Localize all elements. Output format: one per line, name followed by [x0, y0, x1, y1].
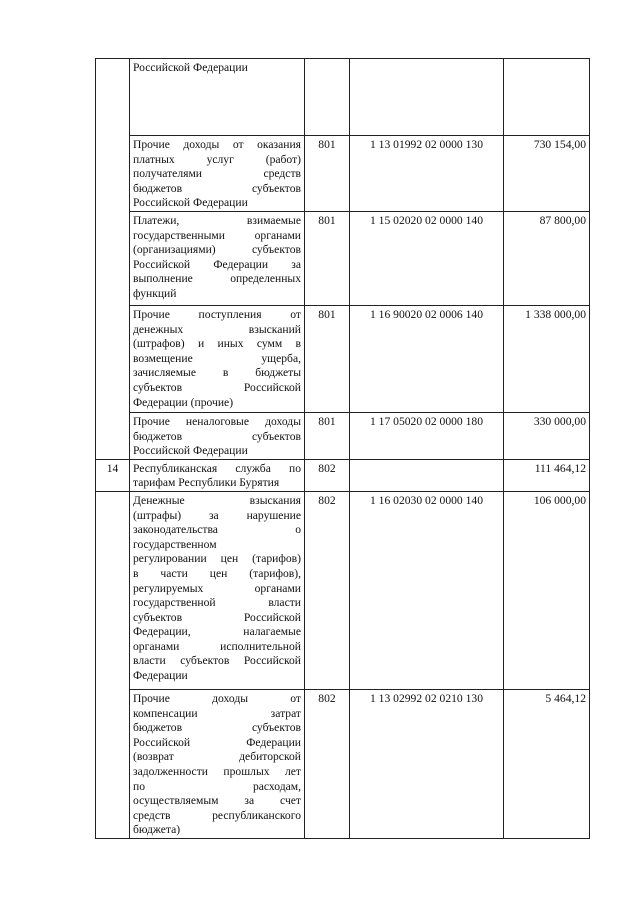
revenue-name-line: по расходам,: [133, 779, 301, 793]
revenue-classification-code-cell: 1 16 90020 02 0006 140: [350, 305, 504, 412]
revenue-name-line: регулируемых органами: [133, 581, 301, 595]
revenue-name-line: функций: [133, 286, 177, 300]
revenue-name-cell: [130, 459, 305, 491]
table-row: [96, 59, 590, 136]
amount-cell: [504, 59, 590, 136]
revenue-name-line: возмещение ущерба,: [133, 351, 301, 365]
revenue-name-cell: [130, 412, 305, 459]
revenue-name-line: выполнение определенных: [133, 272, 301, 286]
amount-cell: 111 464,12: [504, 459, 590, 491]
budget-revenue-table: [95, 58, 590, 839]
row-number-cell: [96, 689, 130, 838]
table-row: [96, 459, 590, 491]
revenue-name-line: государственном: [133, 537, 217, 551]
amount-cell: 1 338 000,00: [504, 305, 590, 412]
administrator-code-cell: [305, 59, 350, 136]
row-number-cell: [96, 412, 130, 459]
revenue-name-line: субъектов Российской: [133, 380, 301, 394]
revenue-name-line: Российской Федерации за: [133, 257, 301, 271]
revenue-name-line: Российской Федерации: [133, 444, 248, 458]
revenue-classification-code-cell: 1 13 01992 02 0000 130: [350, 136, 504, 212]
revenue-name-line: Прочие поступления от: [133, 307, 301, 321]
revenue-name-line: Прочие доходы от оказания: [133, 138, 301, 151]
revenue-name-cell: [130, 689, 305, 838]
row-number-cell: [96, 136, 130, 212]
revenue-name-line: Федерации: [133, 669, 188, 683]
table-row: [96, 136, 590, 212]
amount-cell: 730 154,00: [504, 136, 590, 212]
revenue-classification-code-cell: 1 15 02020 02 0000 140: [350, 211, 504, 305]
revenue-name-line: бюджетов субъектов: [133, 181, 301, 195]
revenue-name-line: Федерации, налагаемые: [133, 625, 301, 639]
revenue-name-line: осуществляемым за счет: [133, 794, 301, 808]
revenue-name-line: Прочие неналоговые доходы: [133, 414, 301, 428]
administrator-code-cell: 801: [305, 211, 350, 305]
administrator-code-cell: 801: [305, 412, 350, 459]
administrator-code-cell: 801: [305, 305, 350, 412]
amount-cell: 5 464,12: [504, 689, 590, 838]
amount-cell: 330 000,00: [504, 412, 590, 459]
table-row: [96, 491, 590, 689]
revenue-classification-code-cell: [350, 459, 504, 491]
revenue-name-line: бюджета): [133, 823, 181, 837]
revenue-name-line: субъектов Российской: [133, 610, 301, 624]
table-row: [96, 305, 590, 412]
revenue-name-line: Денежные взыскания: [133, 493, 301, 507]
revenue-name-line: зачисляемые в бюджеты: [133, 366, 301, 380]
revenue-name-line: органами исполнительной: [133, 639, 301, 653]
administrator-code-cell: 802: [305, 689, 350, 838]
revenue-name-cell: [130, 136, 305, 212]
table-row: [96, 211, 590, 305]
revenue-classification-code-cell: 1 16 02030 02 0000 140: [350, 491, 504, 689]
revenue-name-line: власти субъектов Российской: [133, 654, 301, 668]
administrator-code-cell: 801: [305, 136, 350, 212]
revenue-name-line: Федерации (прочие): [133, 395, 234, 409]
administrator-code-cell: 802: [305, 459, 350, 491]
revenue-name-line: денежных взысканий: [133, 322, 301, 336]
revenue-name-cell: [130, 59, 305, 136]
revenue-name-line: бюджетов субъектов: [133, 721, 301, 735]
table-body: [96, 59, 590, 839]
revenue-name-cell: [130, 211, 305, 305]
row-number-cell: [96, 491, 130, 689]
revenue-name-line: регулировании цен (тарифов): [133, 552, 301, 566]
row-number-cell: [96, 211, 130, 305]
revenue-name-cell: [130, 305, 305, 412]
revenue-name-line: государственной власти: [133, 596, 301, 610]
revenue-name-line: бюджетов субъектов: [133, 429, 301, 443]
revenue-name-line: (штрафы) за нарушение: [133, 508, 301, 522]
revenue-name-line: государственными органами: [133, 228, 301, 242]
row-number-cell: [96, 59, 130, 136]
row-number-cell: [96, 305, 130, 412]
revenue-classification-code-cell: [350, 59, 504, 136]
revenue-name-line: компенсации затрат: [133, 706, 301, 720]
table-row: [96, 689, 590, 838]
revenue-name-line: Российской Федерации: [133, 735, 301, 749]
revenue-name-line: Прочие доходы от: [133, 691, 301, 705]
revenue-name-line: Платежи, взимаемые: [133, 213, 301, 227]
revenue-name-line: Российской Федерации: [133, 61, 248, 74]
revenue-classification-code-cell: 1 17 05020 02 0000 180: [350, 412, 504, 459]
revenue-name-line: средств республиканского: [133, 808, 301, 822]
revenue-name-line: законодательства о: [133, 523, 301, 537]
revenue-name-line: Республиканская служба по: [133, 461, 301, 475]
amount-cell: 87 800,00: [504, 211, 590, 305]
revenue-classification-code-cell: 1 13 02992 02 0210 130: [350, 689, 504, 838]
amount-cell: 106 000,00: [504, 491, 590, 689]
revenue-name-line: тарифам Республики Бурятия: [133, 476, 280, 490]
administrator-code-cell: 802: [305, 491, 350, 689]
table-row: [96, 412, 590, 459]
revenue-name-line: задолженности прошлых лет: [133, 764, 301, 778]
revenue-name-line: получателями средств: [133, 167, 301, 181]
revenue-name-line: (организациями) субъектов: [133, 243, 301, 257]
revenue-name-cell: [130, 491, 305, 689]
revenue-name-line: (возврат дебиторской: [133, 750, 301, 764]
row-number-cell: 14: [96, 459, 130, 491]
revenue-name-line: (штрафов) и иных сумм в: [133, 337, 301, 351]
revenue-name-line: в части цен (тарифов),: [133, 566, 301, 580]
revenue-name-line: Российской Федерации: [133, 196, 248, 210]
revenue-name-line: платных услуг (работ): [133, 152, 301, 166]
